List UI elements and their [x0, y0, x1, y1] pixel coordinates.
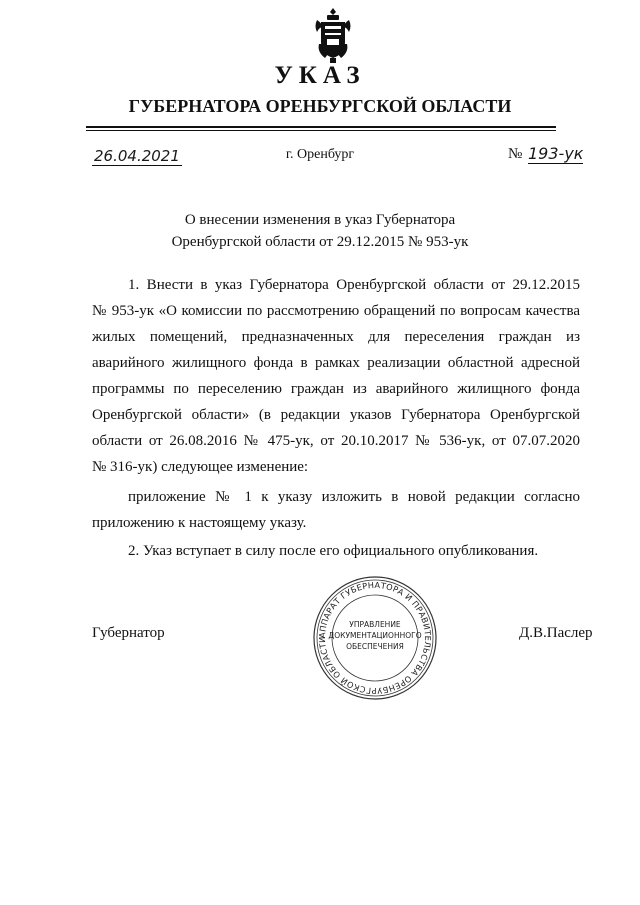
stamp-center-line: ОБЕСПЕЧЕНИЯ: [346, 642, 404, 651]
document-number-label: №: [508, 146, 523, 162]
document-number: 193-ук: [528, 144, 584, 163]
stamp-center-line: УПРАВЛЕНИЕ: [349, 620, 401, 629]
paragraph-1-line: программы по переселению граждан из аварийного жилищного фонда: [92, 381, 580, 397]
header-rule-thin: [86, 130, 556, 131]
paragraph-1-line: № 953-ук «О комиссии по рассмотрению обращений по вопросам качества: [92, 303, 580, 319]
issuer-title: ГУБЕРНАТОРА ОРЕНБУРГСКОЙ ОБЛАСТИ: [128, 96, 512, 116]
stamp-ring-text: АППАРАТ ГУБЕРНАТОРА И ПРАВИТЕЛЬСТВА ОРЕНБУРГСКОЙ ОБЛАСТИ: [316, 579, 434, 697]
paragraph-2-line: приложение № 1 к указу изложить в новой редакции согласно: [128, 489, 580, 505]
paragraph-3: 2. Указ вступает в силу после его официального опубликования.: [128, 543, 539, 559]
signatory-name: Д.В.Паслер: [519, 625, 593, 641]
paragraph-1-line: 1. Внести в указ Губернатора Оренбургской области от 29.12.2015: [128, 277, 580, 293]
paragraph-1-line: жилых помещений, предназначенных для переселения граждан из: [92, 329, 580, 345]
document-type-title: УКАЗ: [274, 62, 366, 89]
paragraph-1-line: № 316-ук) следующее изменение:: [92, 459, 309, 475]
paragraph-1-line: области от 26.08.2016 № 475-ук, от 20.10.2017 № 536-ук, от 07.07.2020: [92, 433, 580, 449]
signatory-position: Губернатор: [92, 625, 165, 641]
stamp-center-line: ДОКУМЕНТАЦИОННОГО: [328, 631, 422, 640]
official-stamp: [312, 575, 438, 701]
document-subject-line-2: Оренбургской области от 29.12.2015 № 953-ук: [171, 234, 469, 250]
paragraph-1-line: Оренбургской области» (в редакции указов Губернатора Оренбургской: [92, 407, 580, 423]
paragraph-2-line: приложению к настоящему указу.: [92, 515, 307, 531]
document-subject-line-1: О внесении изменения в указ Губернатора: [184, 212, 456, 228]
paragraph-1-line: аварийного жилищного фонда в рамках реализации областной адресной: [92, 355, 580, 371]
coat-of-arms-icon: [313, 6, 353, 64]
document-date: 26.04.2021: [94, 147, 180, 165]
header-rule-thick: [86, 126, 556, 128]
document-city: г. Оренбург: [285, 147, 355, 162]
